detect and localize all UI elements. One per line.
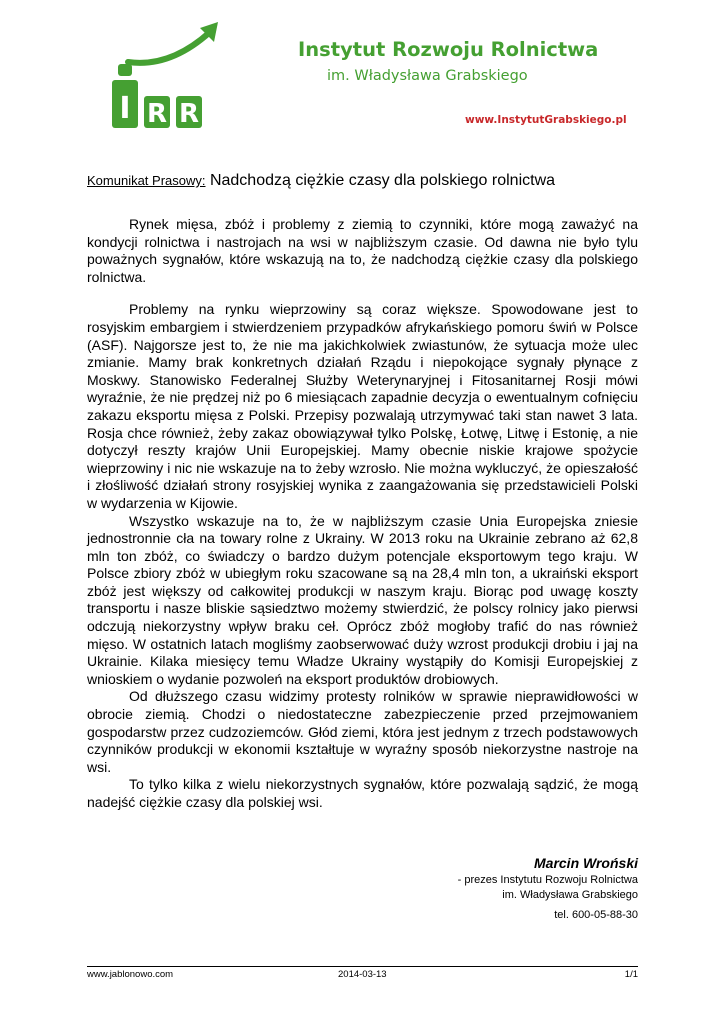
title-main: Nadchodzą ciężkie czasy dla polskiego rolnictwa [209, 172, 556, 189]
paragraph: Od dłuższego czasu widzimy protesty rolników w sprawie nieprawidłowości w obrocie ziemią. Chodzi o niedostateczne zabezpieczenie przed przejmowaniem gospodarstw przez cudzoziemców. Głód ziemi, która jest jednym z trzech podstawowych czynników produkcji w ekonomii kształtuje w wyraźny sposób niekorzystne nastroje na wsi. [87, 688, 638, 775]
body-text [87, 216, 638, 812]
paragraph: To tylko kilka z wielu niekorzystnych sygnałów, które pozwalają sądzić, że mogą nadejść ciężkie czasy dla polskiej wsi. [87, 776, 638, 810]
signature-name: Marcin Wroński [534, 855, 638, 871]
footer-divider [87, 966, 638, 967]
footer-site[interactable]: www.jablonowo.com [87, 969, 174, 980]
org-subtitle: im. Władysława Grabskiego [327, 68, 528, 84]
logo-arrow [128, 32, 210, 63]
signature-phone: tel. 600-05-88-30 [554, 909, 638, 921]
svg-text:I: I [119, 91, 131, 126]
title-prefix: Komunikat Prasowy: [87, 173, 206, 188]
footer-page-number: 1/1 [624, 969, 638, 980]
org-name: Instytut Rozwoju Rolnictwa [298, 38, 599, 61]
irr-logo [110, 18, 230, 133]
signature-role-line2: im. Władysława Grabskiego [502, 889, 638, 901]
org-url[interactable]: www.InstytutGrabskiego.pl [465, 114, 627, 126]
svg-text:R: R [178, 99, 200, 129]
logo-dot-i [118, 64, 132, 76]
paragraph: Problemy na rynku wieprzowiny są coraz większe. Spowodowane jest to rosyjskim embargiem i stwierdzeniem przypadków afrykańskiego pomoru świń w Polsce (ASF). Najgorsze jest to, że nie ma jakichkolwiek zwiastunów, że sytuacja może ulec zmianie. Mamy brak konkretnych działań Rządu i niepokojące sygnały płynące z Moskwy. Stanowisko Federalnej Służby Weterynaryjnej i Fitosanitarnej Rosji mówi wyraźnie, że nie prędzej niż po 6 miesiącach zapadnie decyzja o ewentualnym cofnięciu zakazu eksportu mięsa z Polski. Przepisy pozwalają utrzymywać taki stan nawet 3 lata. Rosja chce również, żeby zakaz obowiązywał tylko Polskę, Łotwę, Litwę i Estonię, a nie dotyczył reszty krajów Unii Europejskiej. Mamy obecnie niskie krajowe spożycie wieprzowiny i nic nie wskazuje na to żeby wzrosło. Nie można wykluczyć, że opieszałość i złośliwość działań strony rosyjskiej wynika z zaangażowania się przedstawicieli Polski w wydarzenia w Kijowie. [87, 301, 638, 511]
footer-date: 2014-03-13 [338, 969, 387, 980]
document-title [87, 172, 647, 190]
signature-role-line1: - prezes Instytutu Rozwoju Rolnictwa [457, 874, 638, 886]
svg-text:R: R [146, 99, 168, 129]
paragraph: Rynek mięsa, zbóż i problemy z ziemią to czynniki, które mogą zaważyć na kondycji rolnictwa i nastrojach na wsi w najbliższym czasie. Od dawna nie było tylu poważnych sygnałów, które wskazują na to, że nadchodzą ciężkie czasy dla polskiego rolnictwa. [87, 216, 638, 285]
paragraph: Wszystko wskazuje na to, że w najbliższym czasie Unia Europejska zniesie jednostronnie cła na towary rolne z Ukrainy. W 2013 roku na Ukrainie zebrano aż 62,8 mln ton zbóż, co świadczy o bardzo dużym potencjale eksportowym tego kraju. W Polsce zbiory zbóż w ubiegłym roku szacowane są na 28,4 mln ton, a ukraiński eksport zbóż jest większy od całkowitej produkcji w naszym kraju. Biorąc pod uwagę koszty transportu i nasze bliskie sąsiedztwo możemy stwierdzić, że polscy rolnicy jako pierwsi odczują niekorzystny wpływ braku ceł. Oprócz zbóż mogłoby trafić do nas również mięso. W ostatnich latach mogliśmy zaobserwować duży wzrost produkcji drobiu i jaj na Ukrainie. Kilaka miesięcy temu Władze Ukrainy wystąpiły do Komisji Europejskiej z wnioskiem o wydanie pozwoleń na eksport produktów drobiowych. [87, 512, 638, 687]
